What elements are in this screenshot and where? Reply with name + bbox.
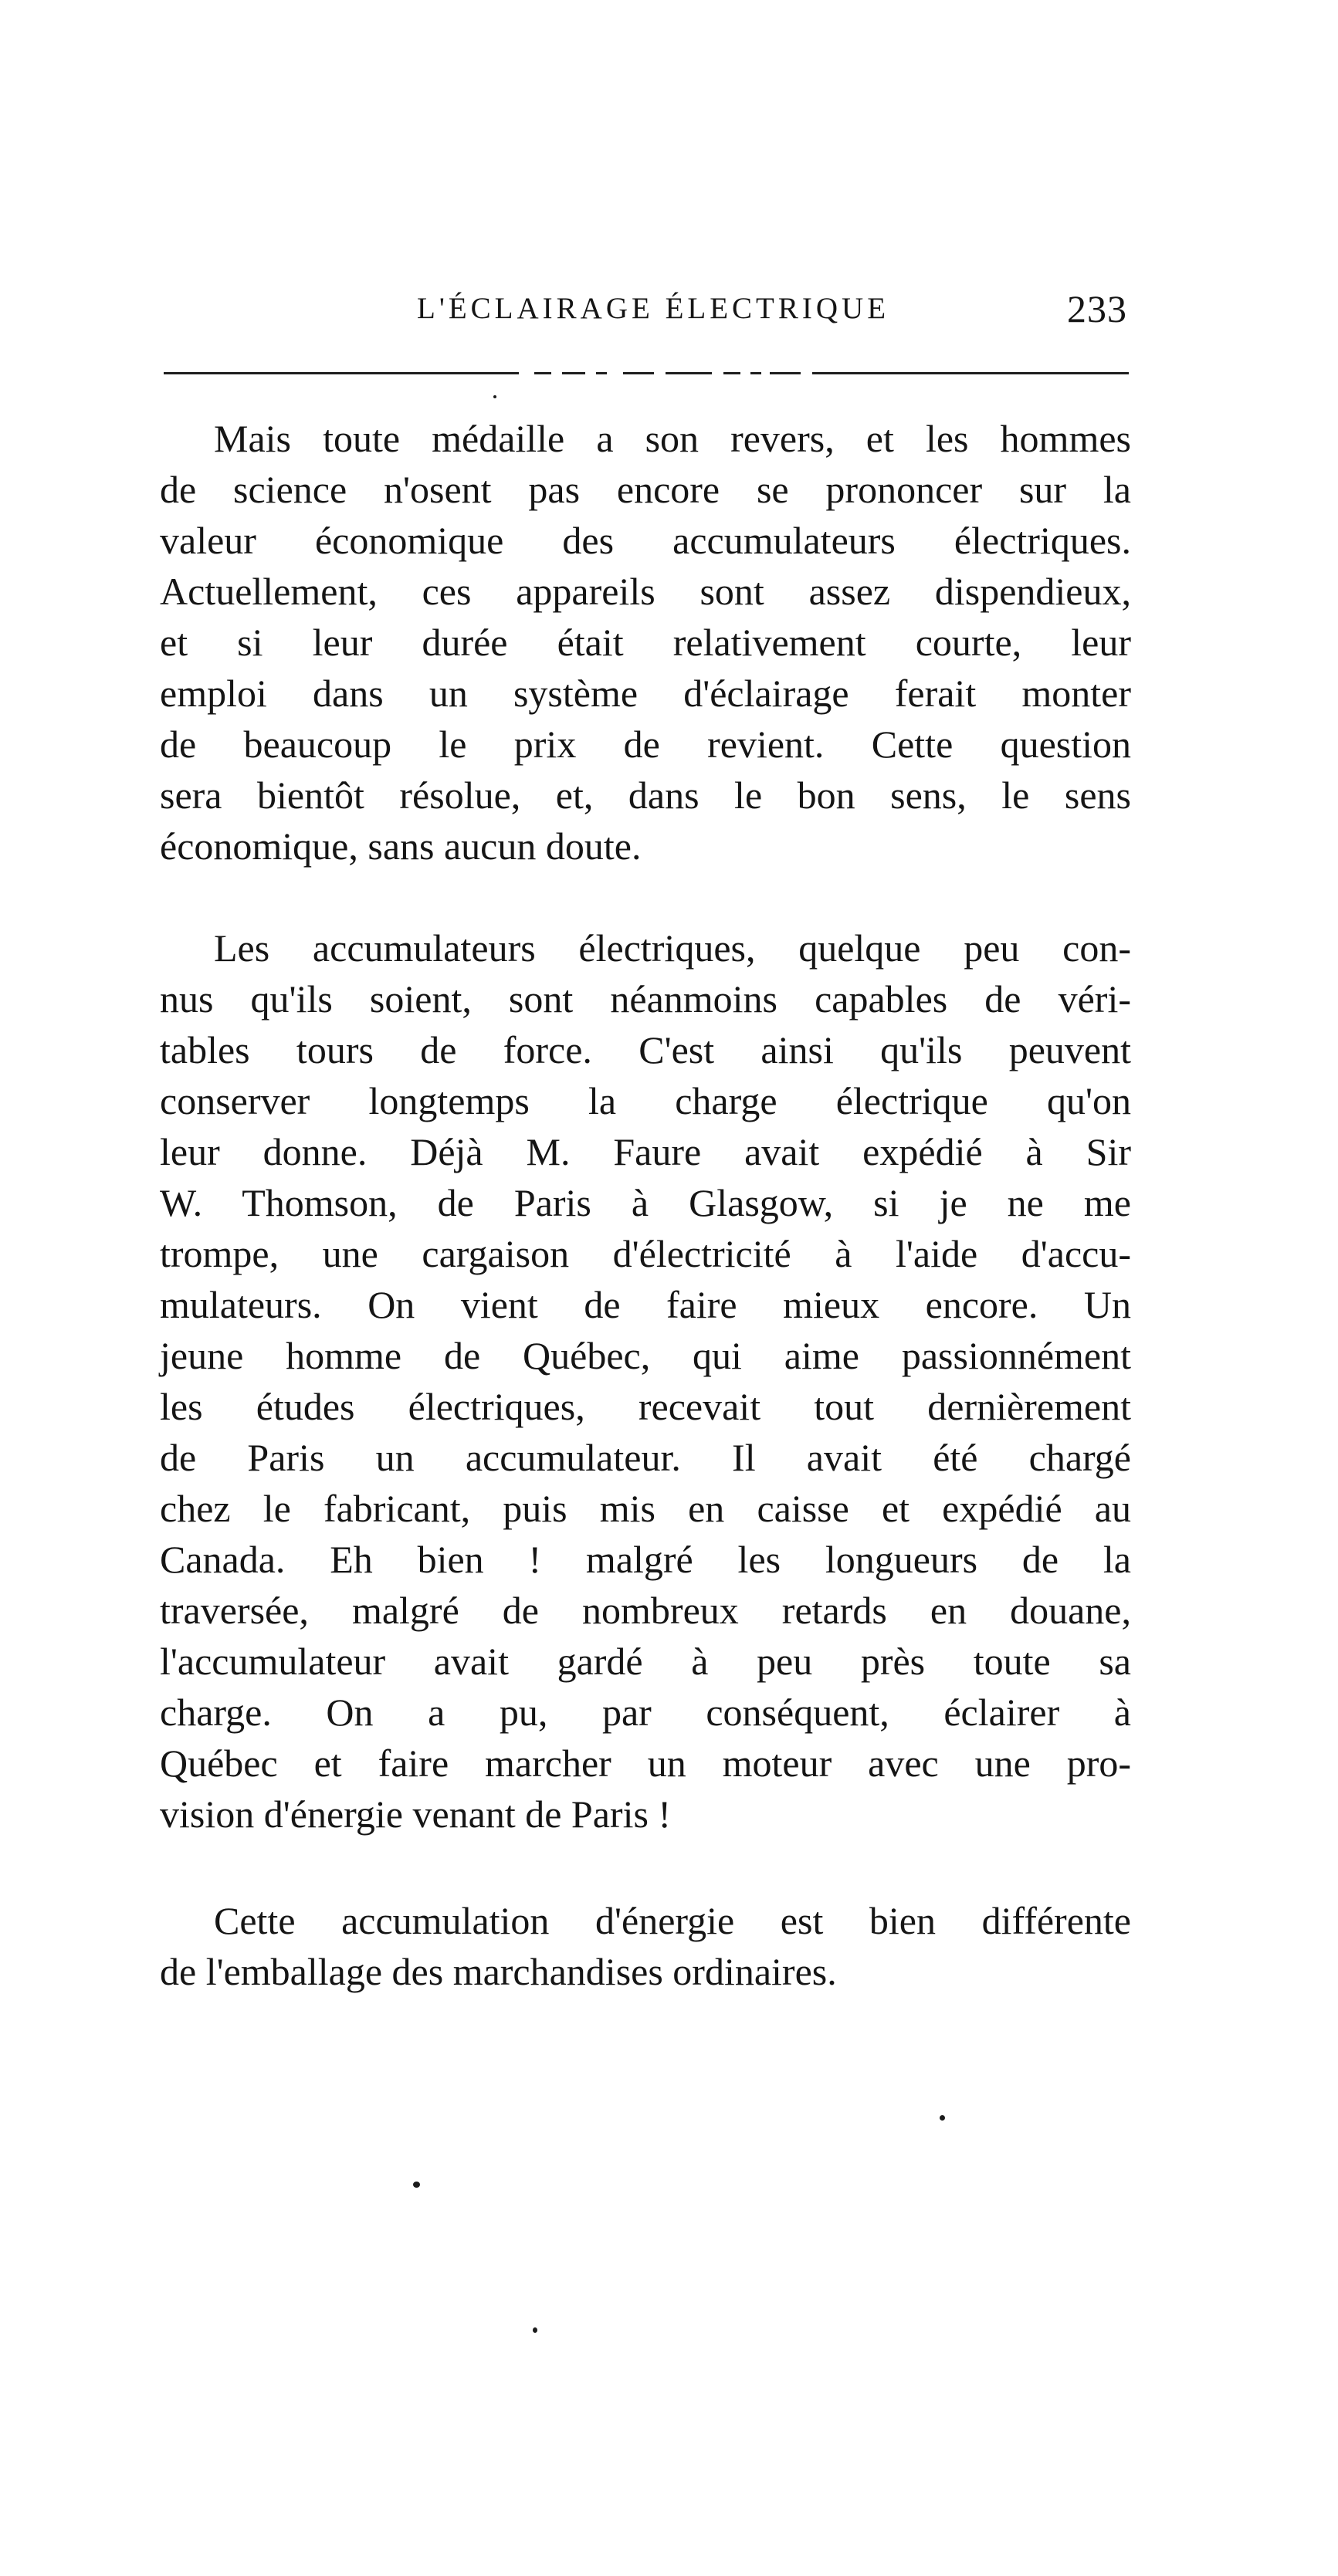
paragraph-2 (160, 922, 1131, 1840)
ink-speck (940, 2115, 945, 2121)
text-line: conserver longtemps la charge électrique qu'on (160, 1079, 1131, 1122)
text-line: Les accumulateurs électriques, quelque peu con- (214, 926, 1131, 970)
text-line: valeur économique des accumulateurs électriques. (160, 519, 1131, 562)
text-line: sera bientôt résolue, et, dans le bon sens, le sens (160, 773, 1131, 817)
text-line: Actuellement, ces appareils sont assez dispendieux, (160, 570, 1131, 613)
text-line: emploi dans un système d'éclairage ferait monter (160, 672, 1131, 715)
text-line: trompe, une cargaison d'électricité à l'aide d'accu- (160, 1232, 1131, 1275)
text-line: nus qu'ils soient, sont néanmoins capables de véri- (160, 977, 1131, 1021)
text-line: Québec et faire marcher un moteur avec une pro- (160, 1742, 1131, 1785)
text-line: économique, sans aucun doute. (160, 824, 642, 868)
ink-speck (413, 2182, 420, 2188)
text-line: jeune homme de Québec, qui aime passionnément (160, 1334, 1131, 1377)
text-line: de beaucoup le prix de revient. Cette question (160, 723, 1131, 766)
text-line: et si leur durée était relativement courte, leur (160, 621, 1131, 664)
text-line: mulateurs. On vient de faire mieux encore. Un (160, 1283, 1131, 1326)
text-line: leur donne. Déjà M. Faure avait expédié à Sir (160, 1130, 1131, 1173)
page-number: 233 (1067, 287, 1127, 330)
text-line: de science n'osent pas encore se prononcer sur la (160, 468, 1131, 511)
text-line: les études électriques, recevait tout dernièrement (160, 1385, 1131, 1428)
text-line: de l'emballage des marchandises ordinaires. (160, 1950, 837, 1993)
text-line: l'accumulateur avait gardé à peu près toute sa (160, 1640, 1131, 1683)
text-line: charge. On a pu, par conséquent, éclairer à (160, 1691, 1131, 1734)
text-line: vision d'énergie venant de Paris ! (160, 1792, 672, 1836)
text-line: chez le fabricant, puis mis en caisse et expédié au (160, 1487, 1131, 1530)
text-line: Cette accumulation d'énergie est bien différente (214, 1899, 1131, 1942)
text-line: traversée, malgré de nombreux retards en douane, (160, 1589, 1131, 1632)
running-title: L'ÉCLAIRAGE ÉLECTRIQUE (417, 292, 890, 325)
text-line: tables tours de force. C'est ainsi qu'ils peuvent (160, 1028, 1131, 1071)
header-rule (164, 372, 1129, 375)
text-line: Canada. Eh bien ! malgré les longueurs de la (160, 1538, 1131, 1581)
running-header (417, 282, 1127, 336)
paragraph-1 (160, 413, 1131, 872)
paragraph-3 (160, 1895, 1131, 1997)
text-line: W. Thomson, de Paris à Glasgow, si je ne me (160, 1181, 1131, 1224)
text-line: de Paris un accumulateur. Il avait été chargé (160, 1436, 1131, 1479)
ink-speck (533, 2327, 537, 2333)
ink-speck (493, 395, 496, 398)
text-line: Mais toute médaille a son revers, et les hommes (214, 417, 1131, 460)
